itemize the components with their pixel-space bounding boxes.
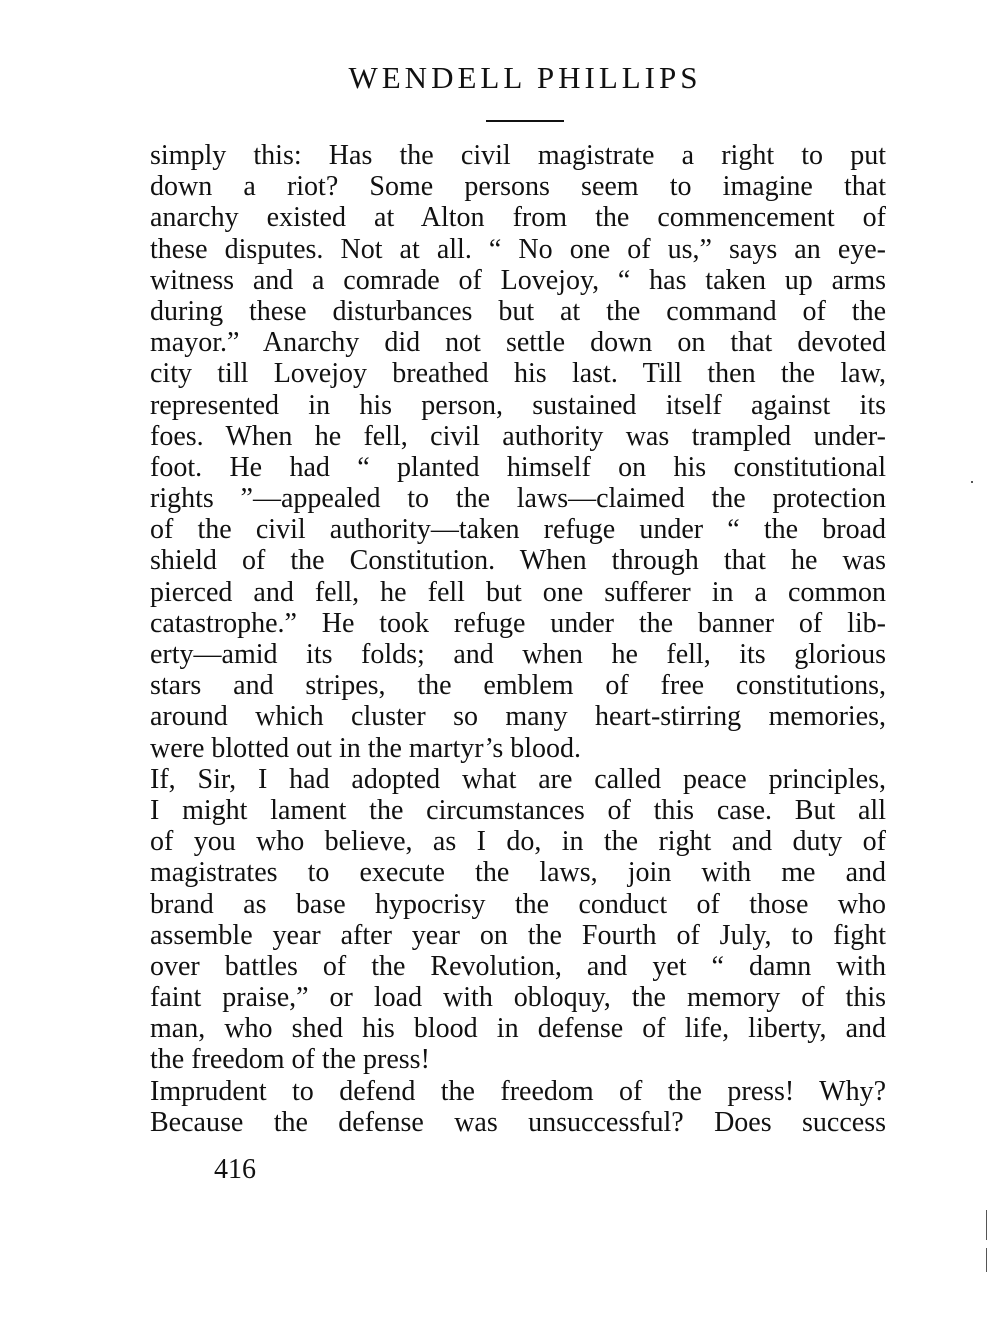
text-line: magistrates to execute the laws, join with me and: [150, 857, 886, 889]
body-text: [150, 140, 886, 1138]
text-line: over battles of the Revolution, and yet “ damn with: [150, 950, 886, 982]
text-line: of you who believe, as I do, in the right and duty of: [150, 826, 886, 858]
text-line: city till Lovejoy breathed his last. Till then the law,: [150, 358, 886, 390]
text-line: brand as base hypocrisy the conduct of those who: [150, 888, 886, 920]
text-line: erty—amid its folds; and when he fell, its glorious: [150, 639, 886, 670]
margin-speck: [986, 1248, 987, 1272]
text-line: witness and a comrade of Lovejoy, “ has taken up arms: [150, 264, 886, 296]
text-line: If, Sir, I had adopted what are called peace principles,: [150, 763, 886, 795]
text-line: down a riot? Some persons seem to imagine that: [150, 171, 886, 203]
text-line: man, who shed his blood in defense of life, liberty, and: [150, 1013, 886, 1045]
margin-speck: [971, 481, 973, 483]
text-line: these disputes. Not at all. “ No one of us,” says an eye-: [150, 233, 886, 265]
text-line: Imprudent to defend the freedom of the press! Why?: [150, 1075, 886, 1107]
text-line: around which cluster so many heart-stirring memories,: [150, 701, 886, 733]
text-line: catastrophe.” He took refuge under the banner of lib-: [150, 607, 886, 639]
text-line: faint praise,” or load with obloquy, the memory of this: [150, 982, 886, 1014]
text-line: Because the defense was unsuccessful? Does success: [150, 1106, 886, 1138]
text-line: during these disturbances but at the command of the: [150, 295, 886, 327]
text-line: I might lament the circumstances of this case. But all: [150, 794, 886, 826]
text-line: foot. He had “ planted himself on his constitutional: [150, 451, 886, 483]
text-line: foes. When he fell, civil authority was trampled under-: [150, 420, 886, 452]
running-head: WENDELL PHILLIPS: [348, 60, 702, 95]
page-number: 416: [214, 1154, 256, 1185]
text-line: shield of the Constitution. When through that he was: [150, 545, 886, 577]
text-line: the freedom of the press!: [150, 1044, 430, 1076]
text-line: mayor.” Anarchy did not settle down on that devoted: [150, 327, 886, 359]
text-line: were blotted out in the martyr’s blood.: [150, 732, 582, 764]
text-line: pierced and fell, he fell but one sufferer in a common: [150, 576, 886, 608]
text-line: of the civil authority—taken refuge under “ the broad: [150, 514, 886, 546]
text-line: represented in his person, sustained itself against its: [150, 389, 886, 421]
head-rule: [486, 120, 564, 122]
text-line: assemble year after year on the Fourth of July, to fight: [150, 919, 886, 951]
text-line: stars and stripes, the emblem of free constitutions,: [150, 670, 886, 702]
text-line: simply this: Has the civil magistrate a right to put: [150, 140, 886, 171]
margin-speck: [986, 1210, 987, 1240]
paragraph-2: [150, 764, 886, 1076]
text-line: rights ”—appealed to the laws—claimed the protection: [150, 483, 886, 515]
text-line: anarchy existed at Alton from the commencement of: [150, 202, 886, 234]
paragraph-1: [150, 140, 886, 764]
paragraph-3: [150, 1076, 886, 1138]
